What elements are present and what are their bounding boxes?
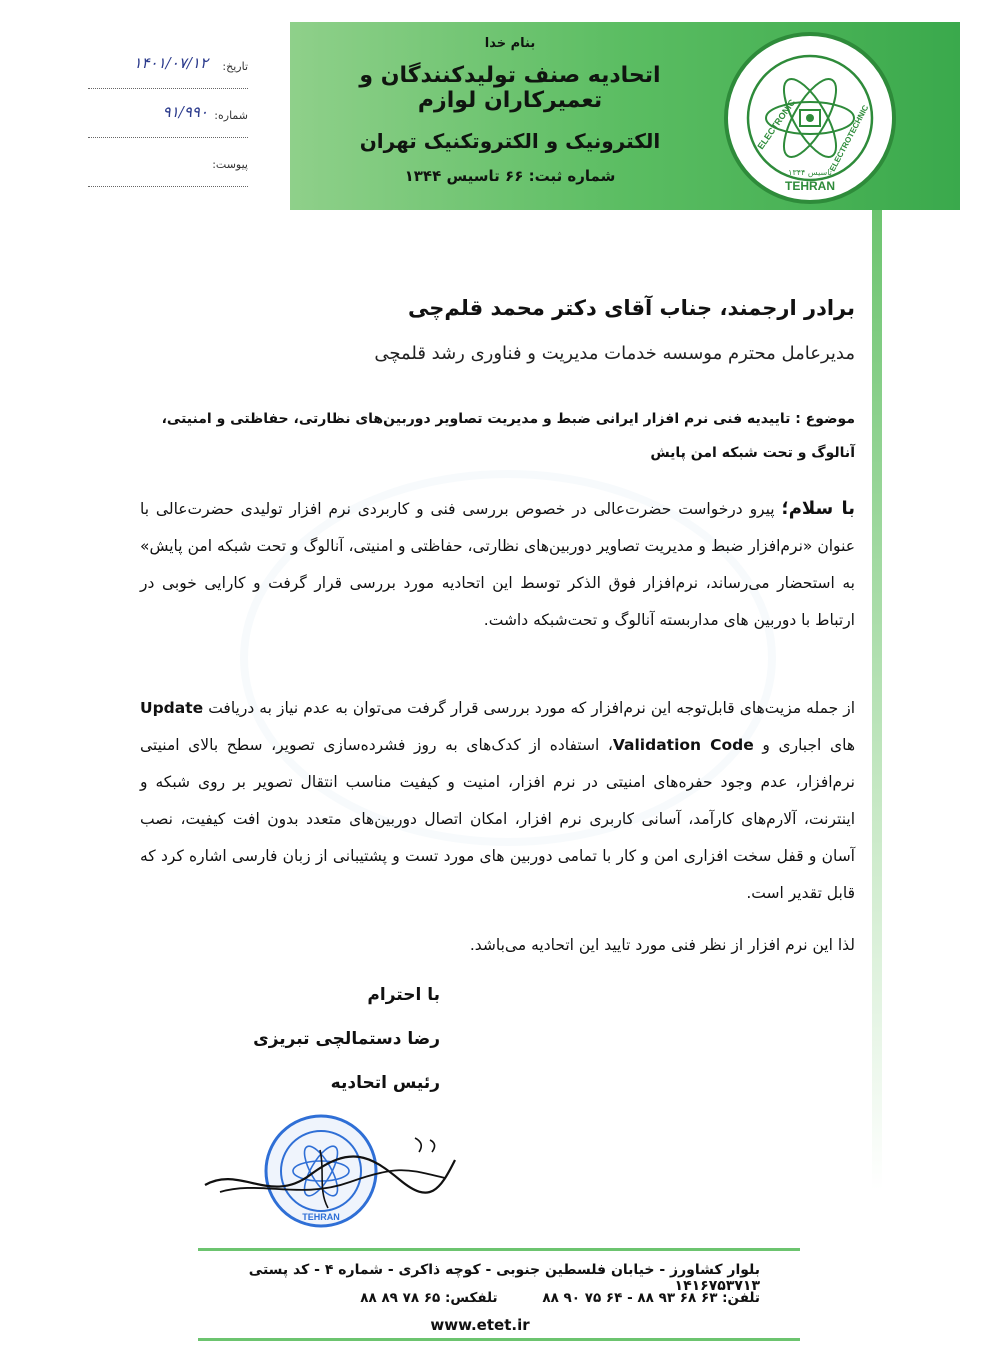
bismillah: بنام خدا	[484, 36, 536, 51]
signatory-name: رضا دستمالچی تبریزی	[253, 1029, 440, 1049]
footer-phone: تلفن: ۶۳ ۶۸ ۹۳ ۸۸ - ۶۴ ۷۵ ۹۰ ۸۸	[542, 1290, 760, 1306]
header-band-stem	[872, 210, 882, 1190]
number-row	[88, 103, 248, 138]
paragraph-2-text-b: های اجباری و	[753, 736, 855, 754]
letterhead	[300, 36, 720, 185]
footer-rule-top	[198, 1248, 800, 1251]
paragraph-3: لذا این نرم افزار از نظر فنی مورد تایید این اتحادیه می‌باشد.	[469, 936, 855, 954]
organization-name-line1: اتحادیه صنف تولیدکنندگان و تعمیرکاران لوازم	[359, 63, 661, 113]
logo-founded: ۱۳۴۴ تاسیس	[788, 168, 832, 177]
subject-line: موضوع : تاییدیه فنی نرم افزار ایرانی ضبط و مدیریت تصاویر دوربین‌های نظارتی، حفاظتی و امنیتی، آنالوگ و تحت شبکه امن پایش	[161, 411, 855, 461]
date-row	[88, 54, 248, 89]
closing: با احترام	[367, 985, 440, 1005]
date-value: ۱۴۰۱/۰۷/۱۲	[133, 54, 208, 72]
number-value: ۹۱/۹۹۰	[162, 103, 208, 121]
attachment-label: پیوست:	[212, 158, 248, 171]
handwritten-signature	[200, 1130, 460, 1220]
footer-fax: تلفکس: ۶۵ ۷۸ ۸۹ ۸۸	[360, 1290, 498, 1306]
registration-info: شماره ثبت: ۶۶ تاسیس ۱۳۴۴	[404, 167, 616, 185]
paragraph-1	[140, 490, 855, 639]
footer-address: بلوار کشاورز - خیابان فلسطین جنوبی - کوچه ذاکری - شماره ۴ - کد پستی ۱۴۱۶۷۵۳۷۱۳	[248, 1262, 760, 1294]
footer-rule-bottom	[198, 1338, 800, 1341]
paragraph-1-text: پیرو درخواست حضرت‌عالی در خصوص بررسی فنی و کاربردی نرم افزار تولیدی حضرت‌عالی با عنوان «نرم‌افزار ضبط و مدیریت تصاویر دوربین‌های نظارتی، حفاظتی و امنیتی، آنالوگ و تحت شبکه امن پایش» به استحضار می‌رساند، نرم‌افزار فوق الذکر توسط این اتحادیه مورد بررسی قرار گرفت و کارایی خوبی در ارتباط با دوربین های مداربسته آنالوگ و تحت‌شبکه داشت.	[140, 500, 855, 629]
signature-block	[200, 985, 440, 1117]
organization-name-line2: الکترونیک و الکتروتکنیک تهران	[359, 129, 661, 153]
logo-text-left: ELECTRONIC	[755, 97, 798, 152]
seal-text: TEHRAN	[302, 1212, 340, 1222]
salutation: برادر ارجمند، جناب آقای دکتر محمد قلم‌چی	[408, 296, 855, 320]
signatory-title: رئیس اتحادیه	[330, 1073, 440, 1093]
date-label: تاریخ:	[222, 60, 248, 73]
union-logo	[722, 30, 898, 206]
logo-text-bottom: TEHRAN	[785, 179, 835, 193]
recipient-role: مدیرعامل محترم موسسه خدمات مدیریت و فناوری رشد قلمچی	[374, 343, 855, 364]
validation-code-term: Validation Code	[612, 736, 754, 754]
attachment-row	[88, 156, 248, 187]
logo-text-right: ELECTROTECHNIC	[827, 103, 871, 173]
letter-meta	[88, 54, 248, 205]
footer-contacts	[200, 1290, 760, 1306]
paragraph-2	[140, 690, 855, 912]
footer-website-link[interactable]: www.etet.ir	[430, 1316, 530, 1334]
number-label: شماره:	[214, 109, 248, 122]
update-term: Update	[140, 699, 204, 717]
greeting: با سلام؛	[781, 498, 856, 519]
paragraph-2-text-a: از جمله مزیت‌های قابل‌توجه این نرم‌افزار که مورد بررسی قرار گرفت می‌توان به عدم نیاز به دریافت	[203, 699, 855, 717]
paragraph-2-text-c: ، استفاده از کدک‌های به روز فشرده‌سازی تصویر، سطح بالای امنیتی نرم‌افزار، عدم وجود حفره‌های امنیتی در نرم افزار، امنیت و کیفیت مناسب انتقال تصویر بر روی شبکه و اینترنت، آلارم‌های کارآمد، آسانی کاربری نرم افزار، امکان اتصال دوربین‌های متعدد بدون افت کیفیت، نصب آسان و قفل سخت افزاری امن و کار با تمامی دوربین های مورد تست و پشتیبانی از زبان فارسی اشاره کرد که قابل تقدیر است.	[140, 736, 855, 902]
